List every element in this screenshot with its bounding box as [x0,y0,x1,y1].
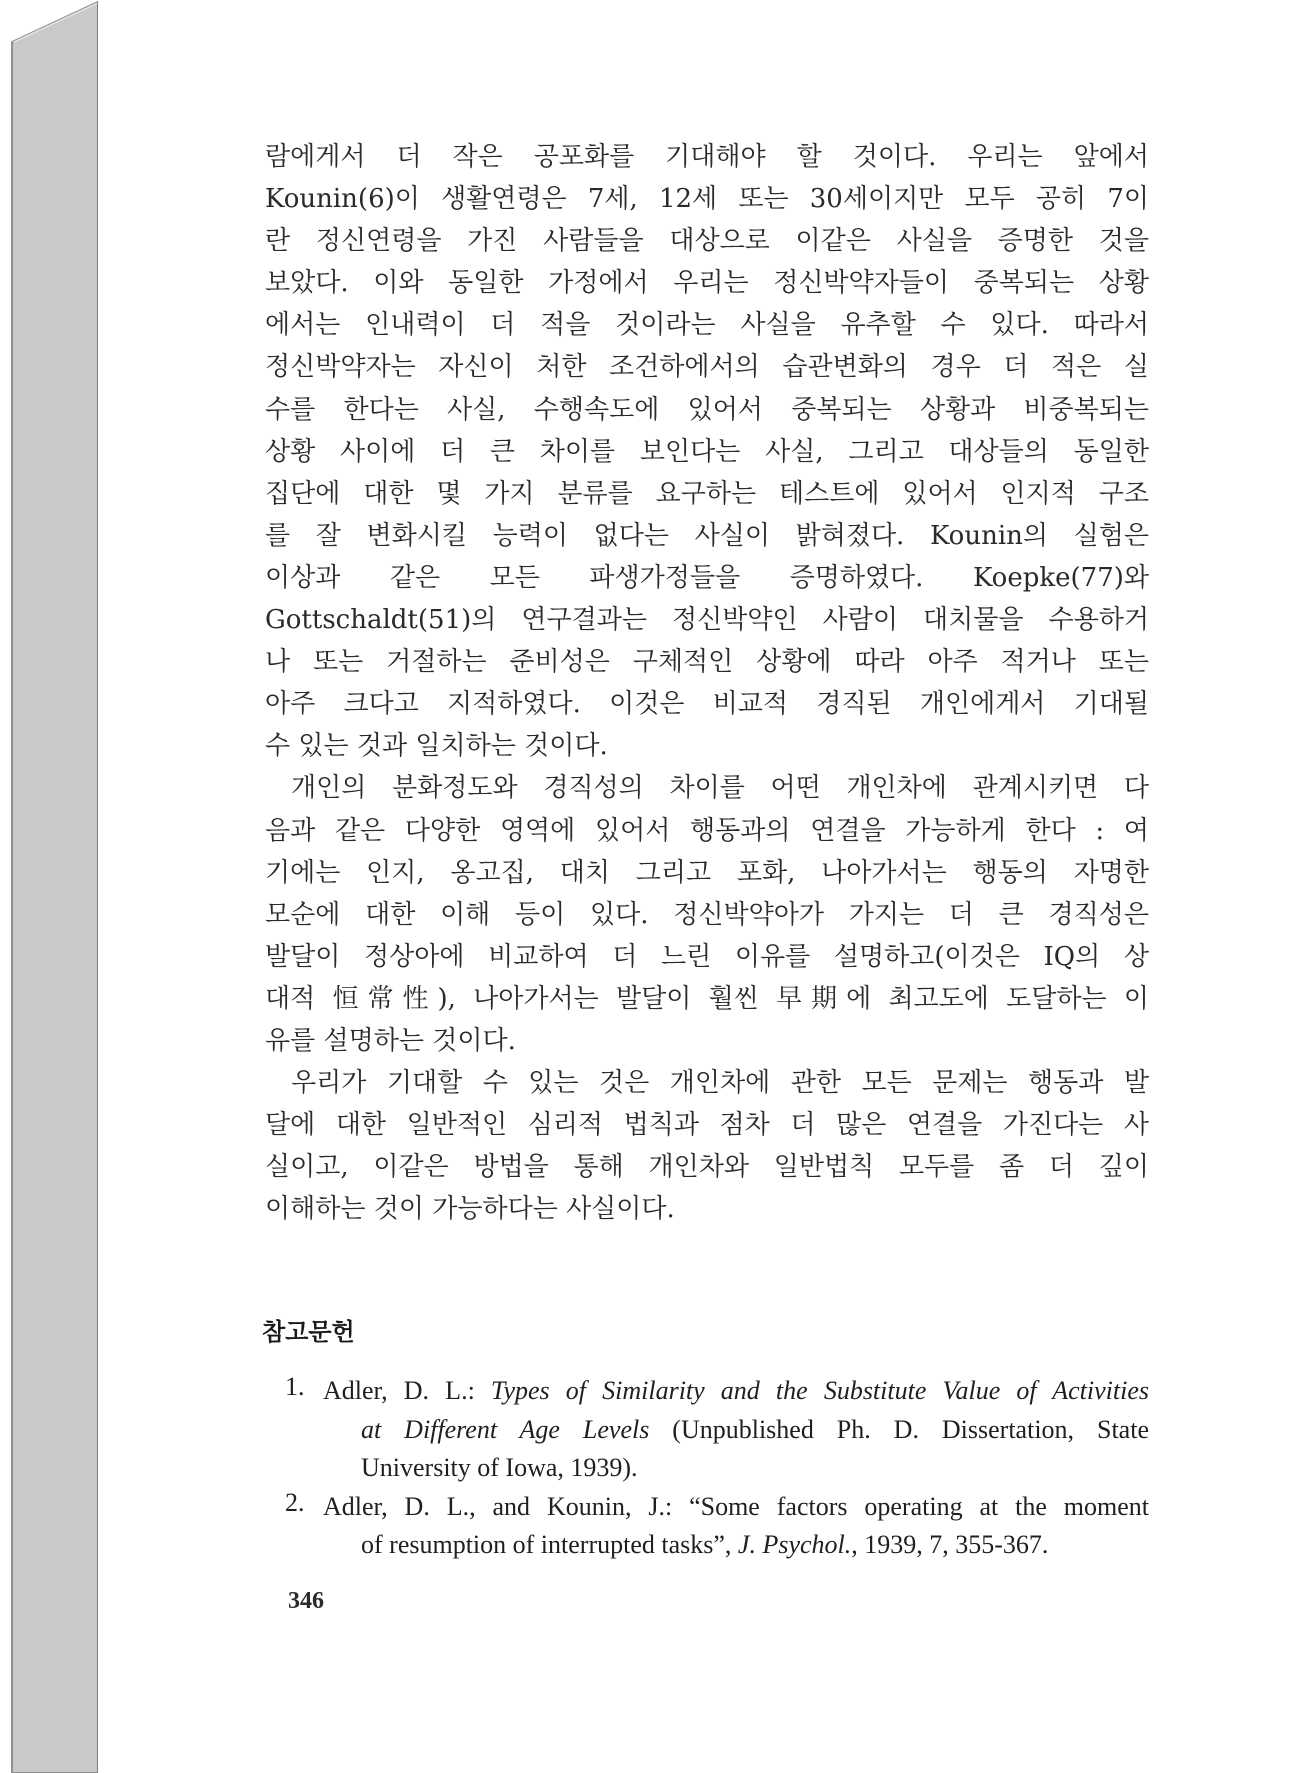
text-line: 에서는 인내력이 더 적을 것이라는 사실을 유추할 수 있다. 따라서 [265,310,1149,341]
reference-number: 2. [285,1487,305,1517]
text-line: 우리가 기대할 수 있는 것은 개인차에 관한 모든 문제는 행동과 발 [291,1068,1149,1099]
body-text [265,136,1149,1230]
reference-note-cont: University of Iowa, 1939). [361,1453,638,1482]
text-line: 람에게서 더 작은 공포화를 기대해야 할 것이다. 우리는 앞에서 [265,142,1149,172]
reference-title-cont: at Different Age Levels [361,1414,650,1444]
paragraph-2 [265,767,1149,1062]
text-line: 실이고, 이같은 방법을 통해 개인차와 일반법칙 모두를 좀 더 깊이 [265,1152,1149,1183]
text-line: 정신박약자는 자신이 처한 조건하에서의 습관변화의 경우 더 적은 실 [265,352,1149,383]
text-line: 상황 사이에 더 큰 차이를 보인다는 사실, 그리고 대상들의 동일한 [265,436,1149,467]
text-line: 수를 한다는 사실, 수행속도에 있어서 중복되는 상황과 비중복되는 [265,394,1149,425]
text-line: 대적 恒常性), 나아가서는 발달이 훨씬 早期에 최고도에 도달하는 이 [265,983,1150,1014]
reference-line [323,1488,1149,1527]
reference-author: Adler, D. L.: [323,1376,491,1405]
text-line: Kounin(6)이 생활연령은 7세, 12세 또는 30세이지만 모두 공히 7이 [265,184,1149,215]
reference-title-cont: of resumption of interrupted tasks”, [361,1530,738,1559]
reference-line [323,1411,1149,1450]
paragraph-3 [265,1062,1149,1230]
reference-journal: J. Psychol. [737,1530,852,1559]
reference-line [323,1449,1149,1488]
reference-number: 1. [285,1372,305,1401]
text-line: 개인의 분화정도와 경직성의 차이를 어떤 개인차에 관계시키면 다 [291,773,1149,804]
text-line: 기에는 인지, 옹고집, 대치 그리고 포화, 나아가서는 행동의 자명한 [265,857,1149,888]
text-line: 수 있는 것과 일치하는 것이다. [265,731,608,762]
reference-line [323,1526,1149,1565]
book-spine-face [12,2,98,1773]
text-line: Gottschaldt(51)의 연구결과는 정신박약인 사람이 대치물을 수용하거 [265,605,1149,636]
text-line: 유를 설명하는 것이다. [265,1025,516,1056]
text-line: 집단에 대한 몇 가지 분류를 요구하는 테스트에 있어서 인지적 구조 [265,478,1149,509]
reference-item-2 [285,1488,1149,1565]
reference-item-1 [285,1372,1149,1488]
references-list [285,1372,1149,1565]
text-line: 모순에 대한 이해 등이 있다. 정신박약아가 가지는 더 큰 경직성은 [265,899,1149,930]
page-number: 346 [288,1588,324,1614]
text-line: 발달이 정상아에 비교하여 더 느린 이유를 설명하고(이것은 IQ의 상 [265,941,1149,972]
text-line: 보았다. 이와 동일한 가정에서 우리는 정신박약자들이 중복되는 상황 [265,268,1149,299]
reference-line [323,1372,1149,1411]
reference-note: (Unpublished Ph. D. Dissertation, State [649,1414,1149,1444]
references-heading: 참고문헌 [262,1318,355,1346]
paragraph-1 [265,136,1149,767]
text-line: 달에 대한 일반적인 심리적 법칙과 점차 더 많은 연결을 가진다는 사 [265,1110,1149,1141]
text-line: 나 또는 거절하는 준비성은 구체적인 상황에 따라 아주 적거나 또는 [265,647,1149,678]
text-line: 음과 같은 다양한 영역에 있어서 행동과의 연결을 가능하게 한다 : 여 [265,815,1149,846]
text-line: 란 정신연령을 가진 사람들을 대상으로 이같은 사실을 증명한 것을 [265,226,1149,257]
text-line: 이해하는 것이 가능하다는 사실이다. [265,1194,675,1225]
reference-volume-pages: , 1939, 7, 355-367. [851,1530,1049,1559]
text-line: 를 잘 변화시킬 능력이 없다는 사실이 밝혀졌다. Kounin의 실험은 [265,520,1149,551]
reference-author-title: Adler, D. L., and Kounin, J.: “Some factors operating at the moment [323,1491,1149,1521]
text-line: 이상과 같은 모든 파생가정들을 증명하였다. Koepke(77)와 [265,562,1149,593]
text-line: 아주 크다고 지적하였다. 이것은 비교적 경직된 개인에게서 기대될 [265,689,1149,720]
reference-title: Types of Similarity and the Substitute Value of Activities [490,1376,1149,1405]
